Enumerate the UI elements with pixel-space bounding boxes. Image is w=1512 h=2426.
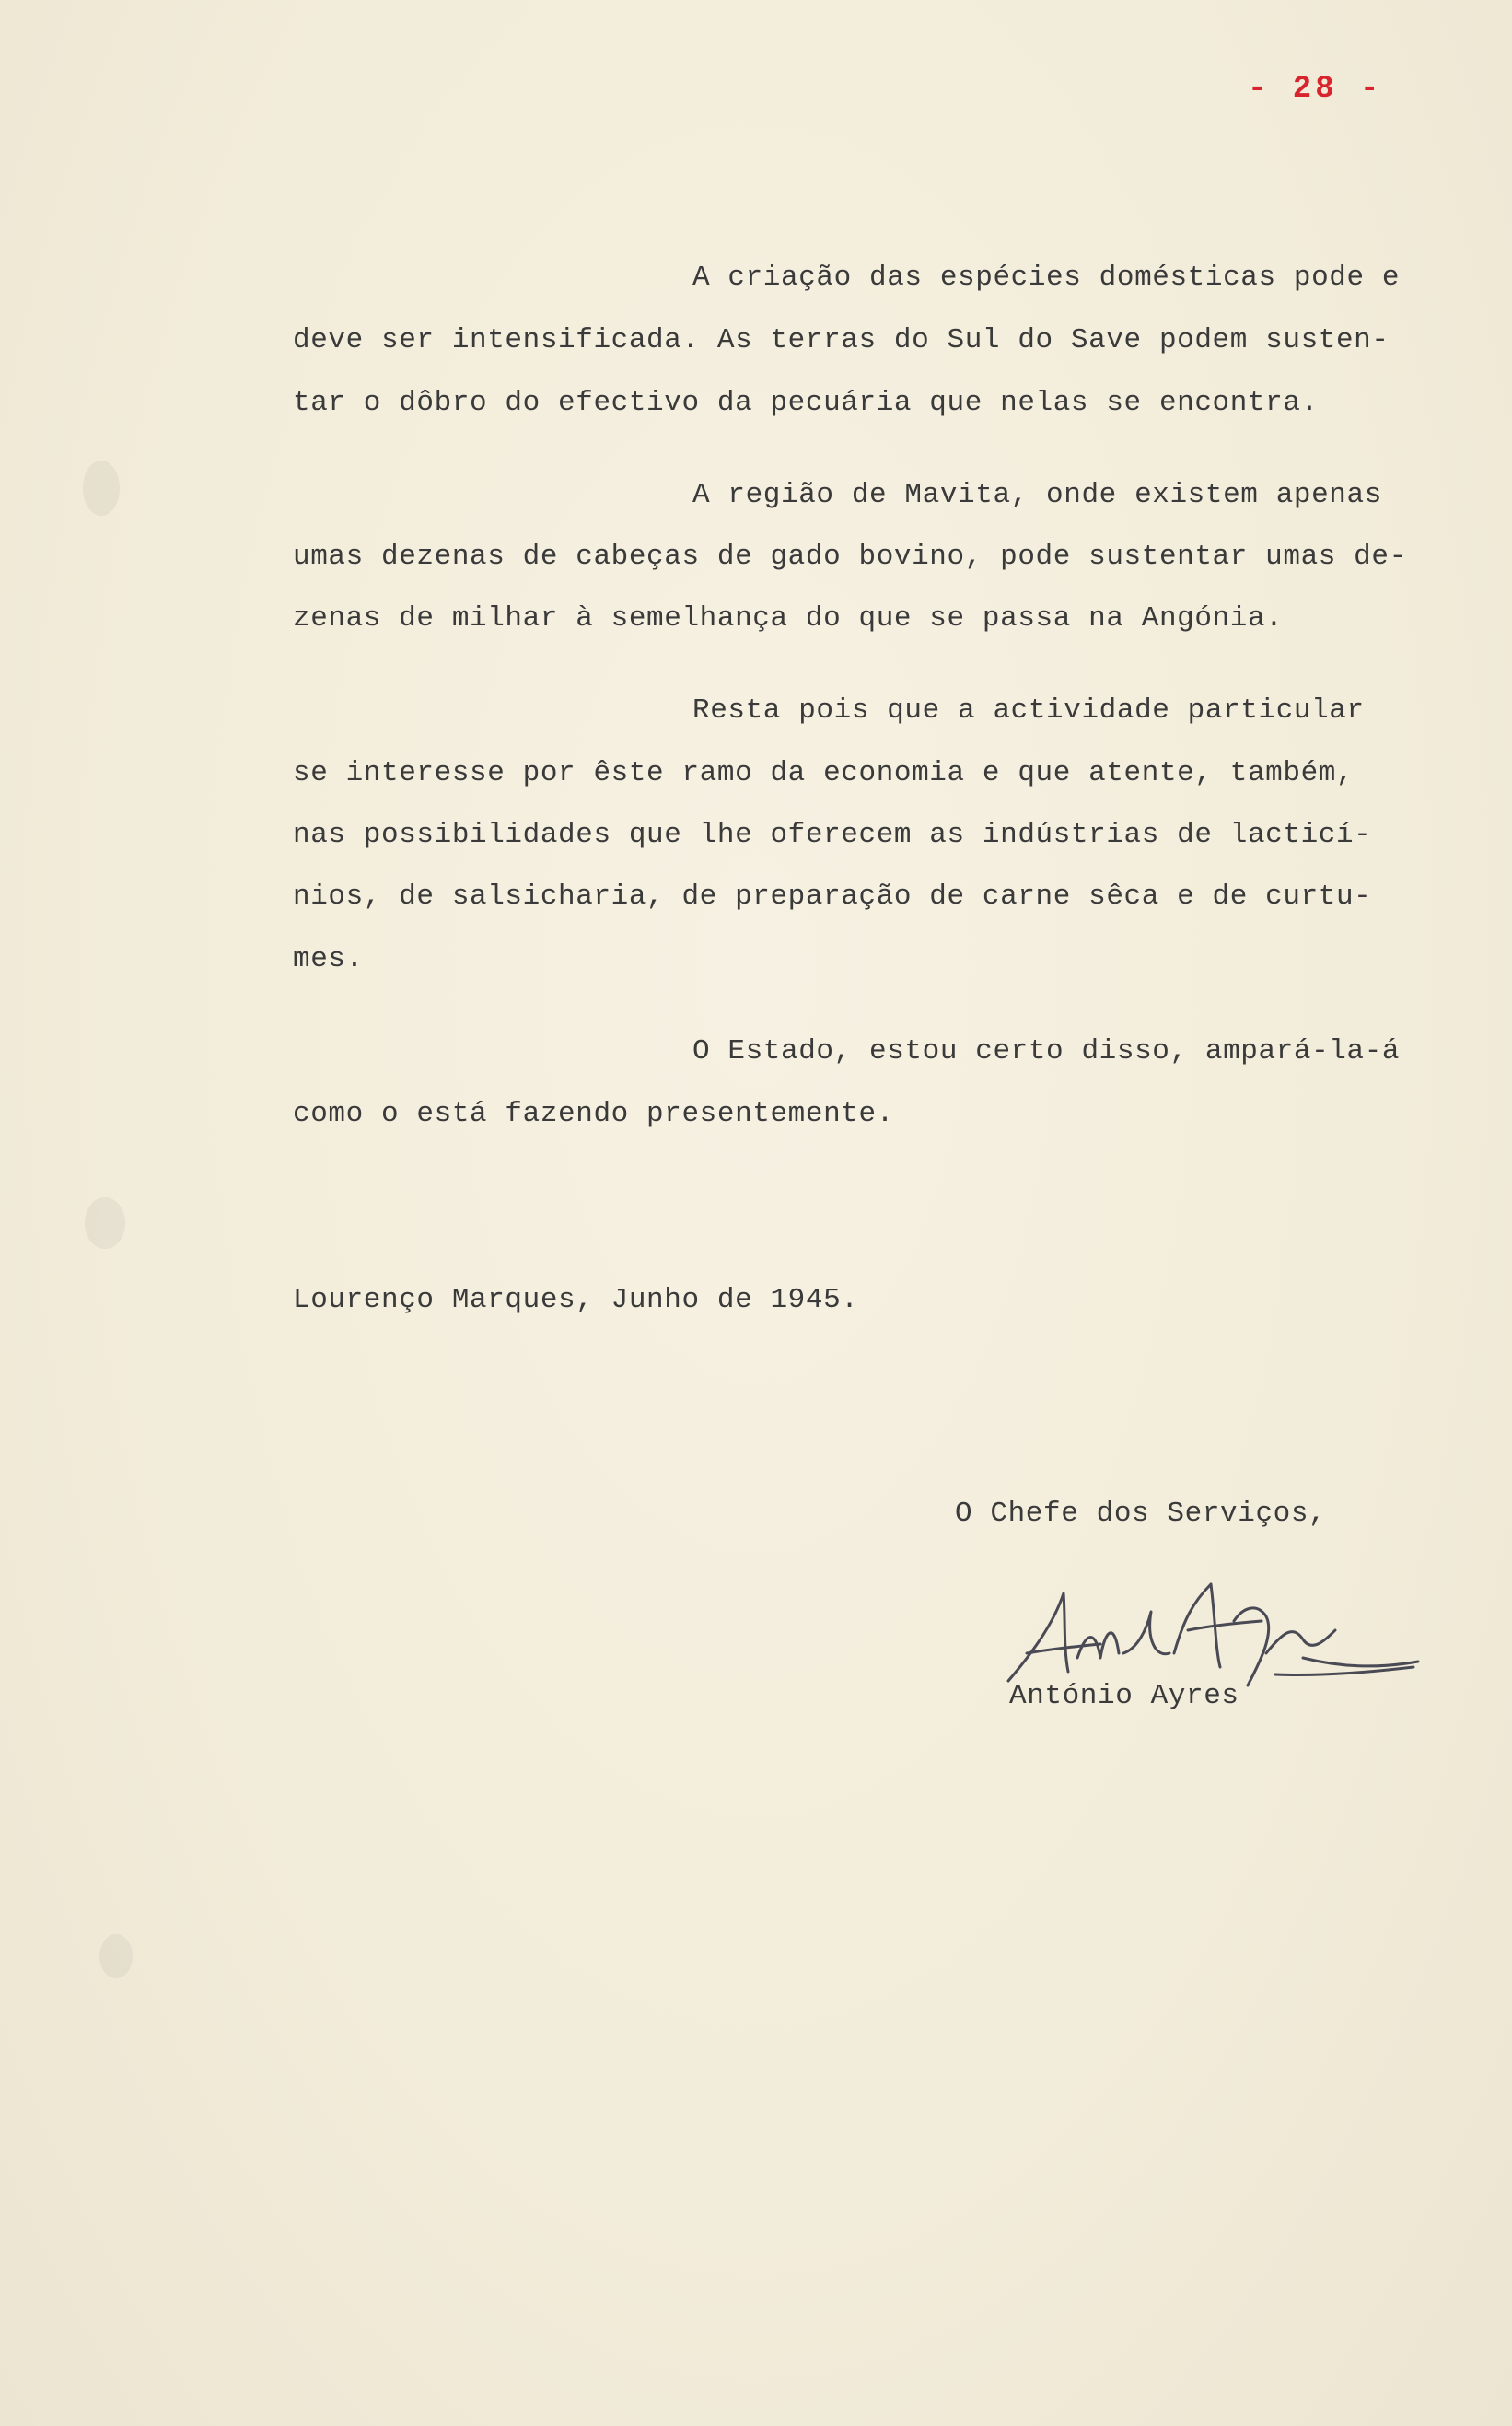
paragraph-4-line-1: O Estado, estou certo disso, ampará-la-á xyxy=(692,1035,1401,1067)
paragraph-3-line-3: nas possibilidades que lhe oferecem as indústrias de lacticí- xyxy=(293,819,1372,851)
closing-title: O Chefe dos Serviços, xyxy=(955,1498,1327,1530)
paper-stain xyxy=(99,1934,133,1978)
page-number: - 28 - xyxy=(1248,72,1383,107)
paper-stain xyxy=(85,1197,125,1249)
paragraph-2-line-3: zenas de milhar à semelhança do que se passa na Angónia. xyxy=(293,602,1284,635)
paragraph-1-line-2: deve ser intensificada. As terras do Sul do Save podem susten- xyxy=(293,324,1390,356)
paragraph-3-line-4: nios, de salsicharia, de preparação de carne sêca e de curtu- xyxy=(293,881,1372,913)
paragraph-2-line-1: A região de Mavita, onde existem apenas xyxy=(692,479,1382,511)
paragraph-3-line-5: mes. xyxy=(293,943,364,975)
signatory-name: António Ayres xyxy=(1009,1680,1239,1712)
paper-stain xyxy=(83,461,120,516)
place-date: Lourenço Marques, Junho de 1945. xyxy=(293,1284,859,1316)
paragraph-3-line-2: se interesse por êste ramo da economia e que atente, também, xyxy=(293,757,1355,789)
paragraph-2-line-2: umas dezenas de cabeças de gado bovino, pode sustentar umas de- xyxy=(293,541,1407,573)
paragraph-4-line-2: como o está fazendo presentemente. xyxy=(293,1098,894,1130)
paragraph-1-line-3: tar o dôbro do efectivo da pecuária que nelas se encontra. xyxy=(293,387,1319,419)
paragraph-3-line-1: Resta pois que a actividade particular xyxy=(692,694,1365,727)
handwritten-signature xyxy=(999,1566,1423,1695)
paragraph-1-line-1: A criação das espécies domésticas pode e xyxy=(692,262,1401,294)
